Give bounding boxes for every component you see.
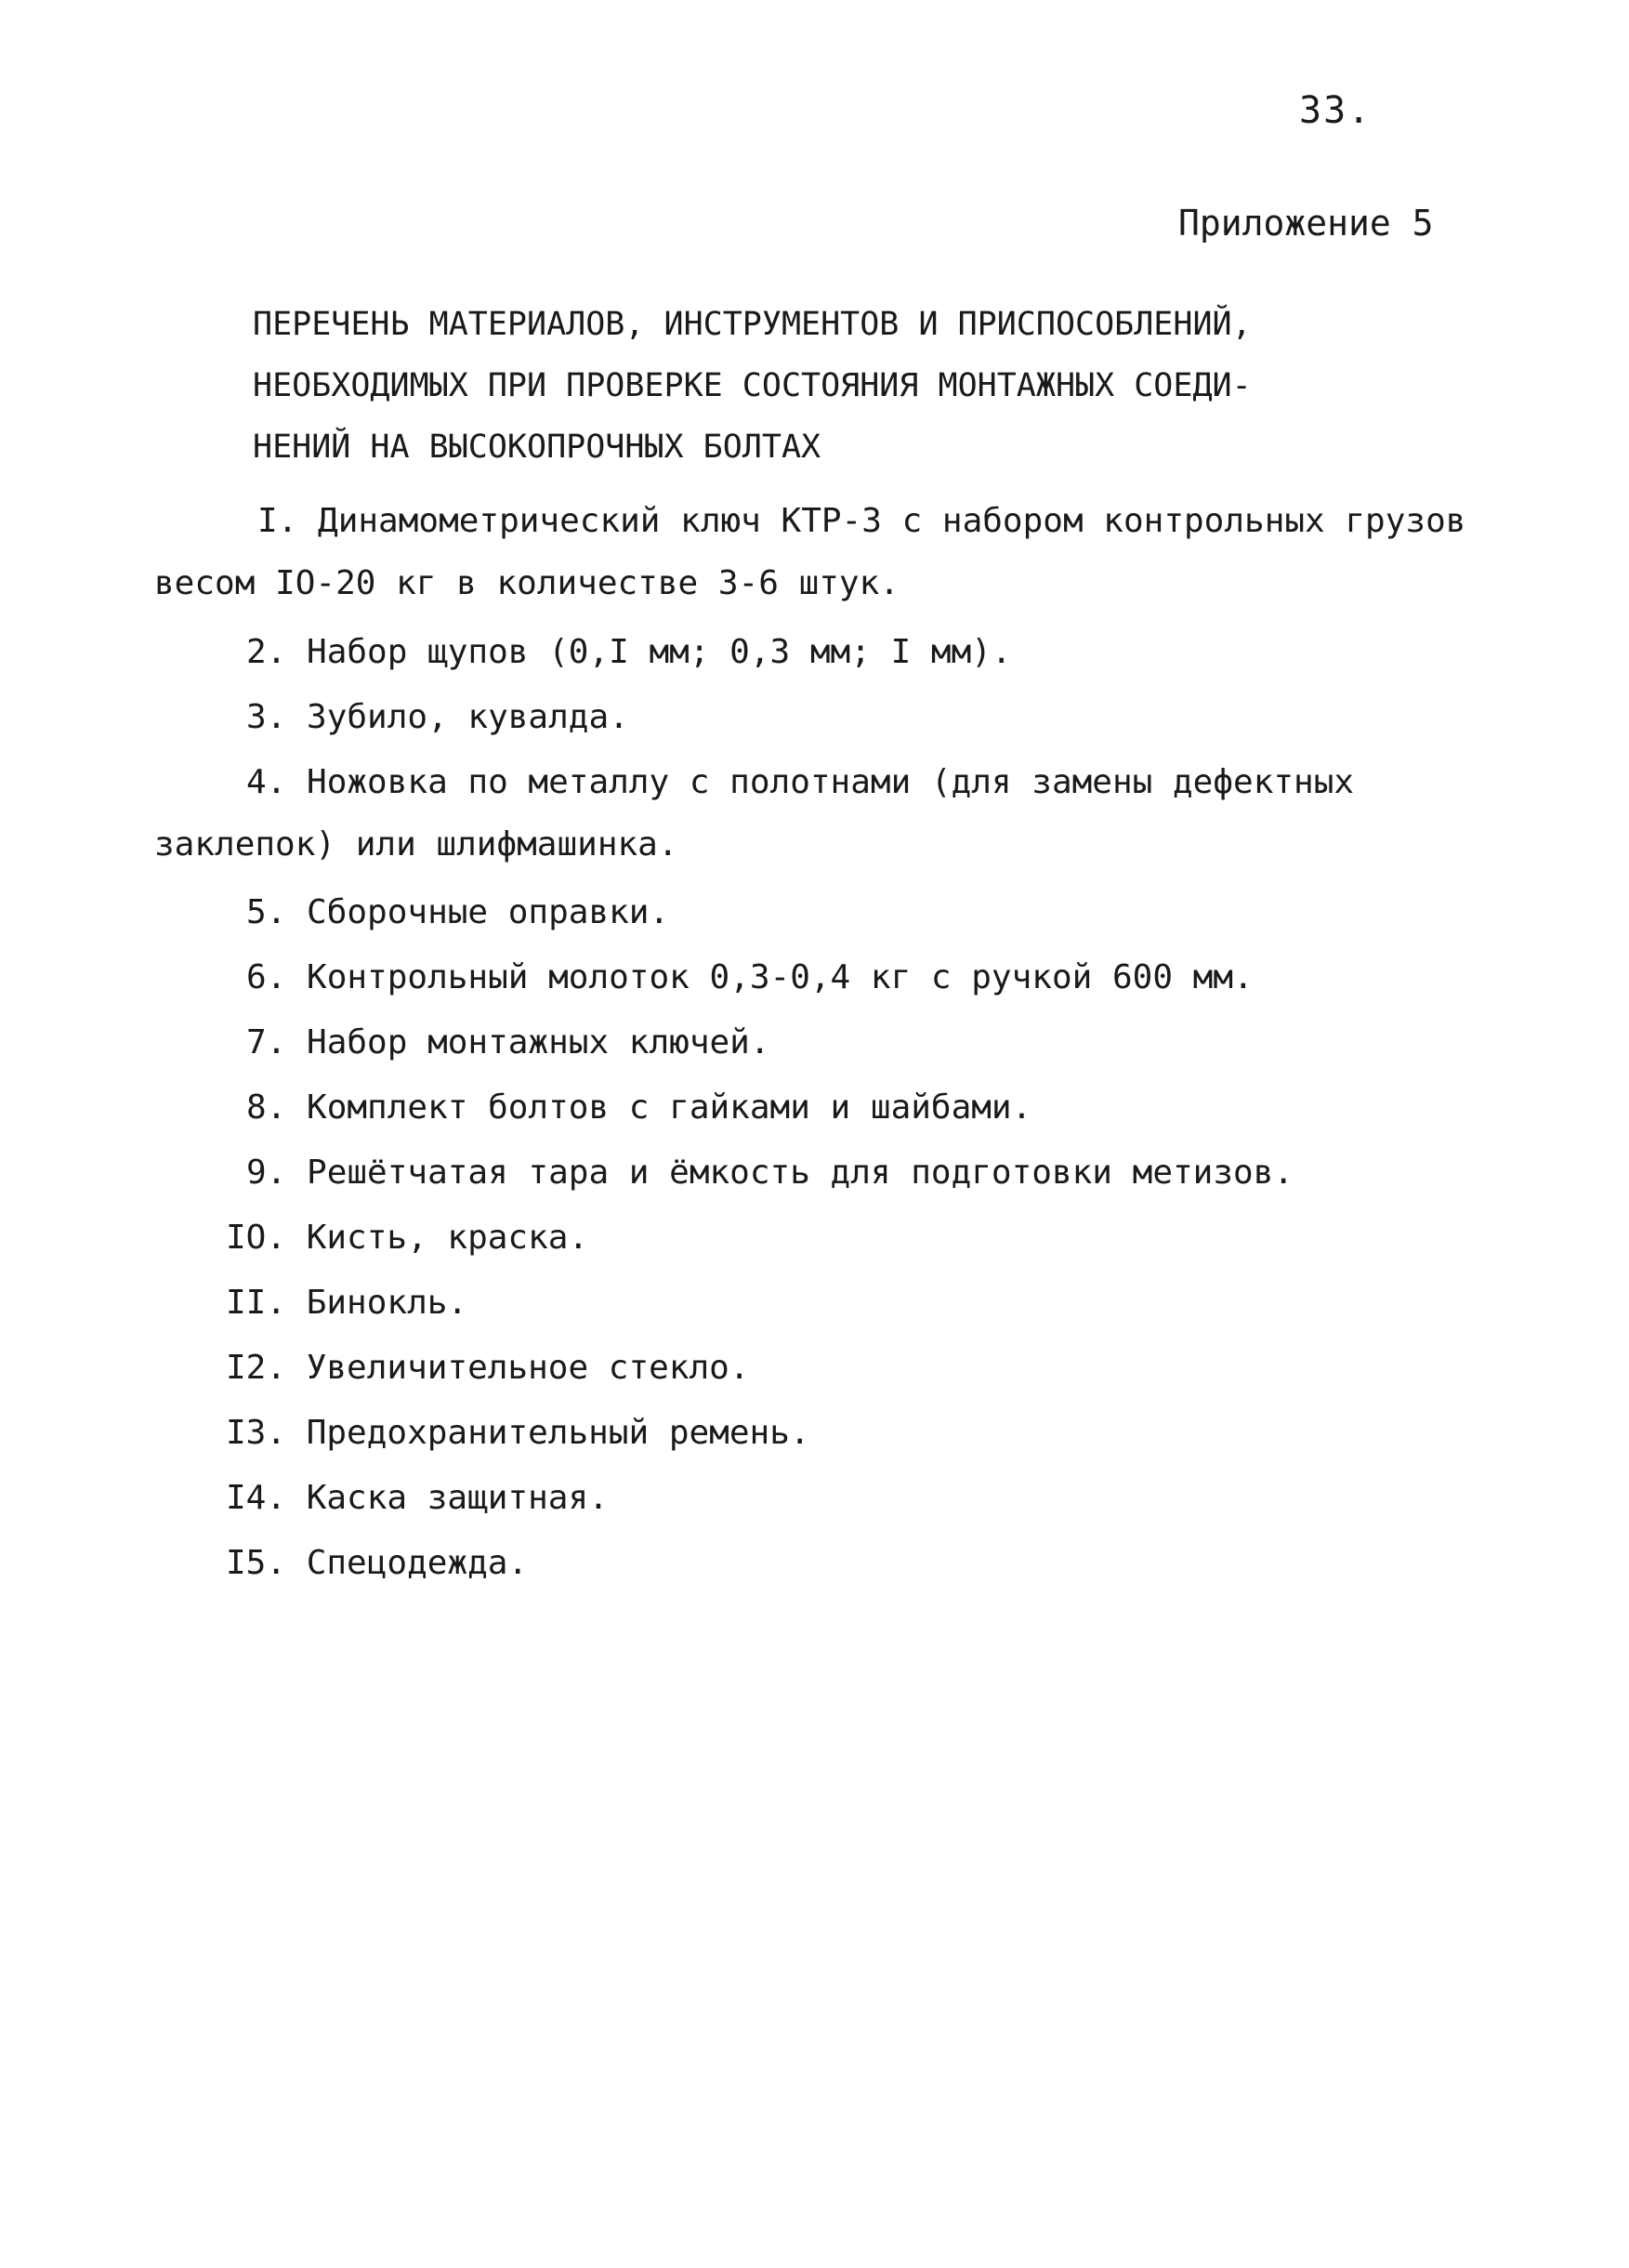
list-item: [226, 1544, 528, 1582]
title-line: ПЕРЕЧЕНЬ МАТЕРИАЛОВ, ИНСТРУМЕНТОВ И ПРИСПОСОБЛЕНИЙ,: [253, 306, 1252, 343]
list-item: [246, 1088, 1031, 1127]
list-item-text: 6. Контрольный молоток 0,3-0,4 кг с ручкой 600 мм.: [246, 958, 1254, 996]
list-item-text: 4. Ножовка по металлу с полотнами (для замены дефектных: [246, 763, 1355, 801]
title-line: НЕНИЙ НА ВЫСОКОПРОЧНЫХ БОЛТАХ: [253, 429, 821, 466]
title-line: НЕОБХОДИМЫХ ПРИ ПРОВЕРКЕ СОСТОЯНИЯ МОНТАЖНЫХ СОЕДИ-: [253, 367, 1252, 404]
document-title: [253, 294, 1349, 478]
list-item-text: II. Бинокль.: [226, 1284, 468, 1322]
list-item-text: I2. Увеличительное стекло.: [226, 1349, 750, 1387]
list-item-continuation: заклепок) или шлифмашинка.: [154, 825, 678, 864]
list-item-text: I5. Спецодежда.: [226, 1544, 529, 1582]
list-item-text: 2. Набор щупов (0,I мм; 0,3 мм; I мм).: [246, 633, 1012, 671]
list-item-text: 7. Набор монтажных ключей.: [246, 1023, 770, 1061]
list-item: [226, 1414, 810, 1452]
appendix-label: Приложение 5: [1178, 203, 1434, 244]
list-item: [226, 1479, 609, 1517]
list-item-text: IO. Кисть, краска.: [226, 1219, 589, 1257]
list-item: [246, 893, 669, 931]
list-item: [226, 1284, 467, 1322]
list-item: [246, 1023, 770, 1061]
list-item-text: I4. Каска защитная.: [226, 1479, 609, 1517]
list-item: [246, 698, 629, 736]
list-item-text: 5. Сборочные оправки.: [246, 893, 670, 931]
page-number: 33.: [1299, 89, 1373, 132]
list-item-text: I3. Предохранительный ремень.: [226, 1414, 810, 1452]
list-item: [246, 1154, 1294, 1192]
list-item: [0, 763, 1354, 864]
list-item-text: 8. Комплект болтов с гайками и шайбами.: [246, 1088, 1032, 1127]
list-item: [226, 1349, 750, 1387]
list-item: [226, 1219, 588, 1257]
list-item-text: 3. Зубило, кувалда.: [246, 698, 629, 736]
list-item-continuation: весом IO-20 кг в количестве 3-6 штук.: [154, 564, 900, 602]
list-item: [246, 633, 1012, 671]
list-item-text: 9. Решётчатая тара и ёмкость для подготовки метизов.: [246, 1154, 1294, 1192]
list-item-text: I. Динамометрический ключ КТР-3 с набором контрольных грузов: [257, 502, 1466, 540]
list-item: [0, 502, 1465, 602]
list-item: [246, 958, 1254, 996]
